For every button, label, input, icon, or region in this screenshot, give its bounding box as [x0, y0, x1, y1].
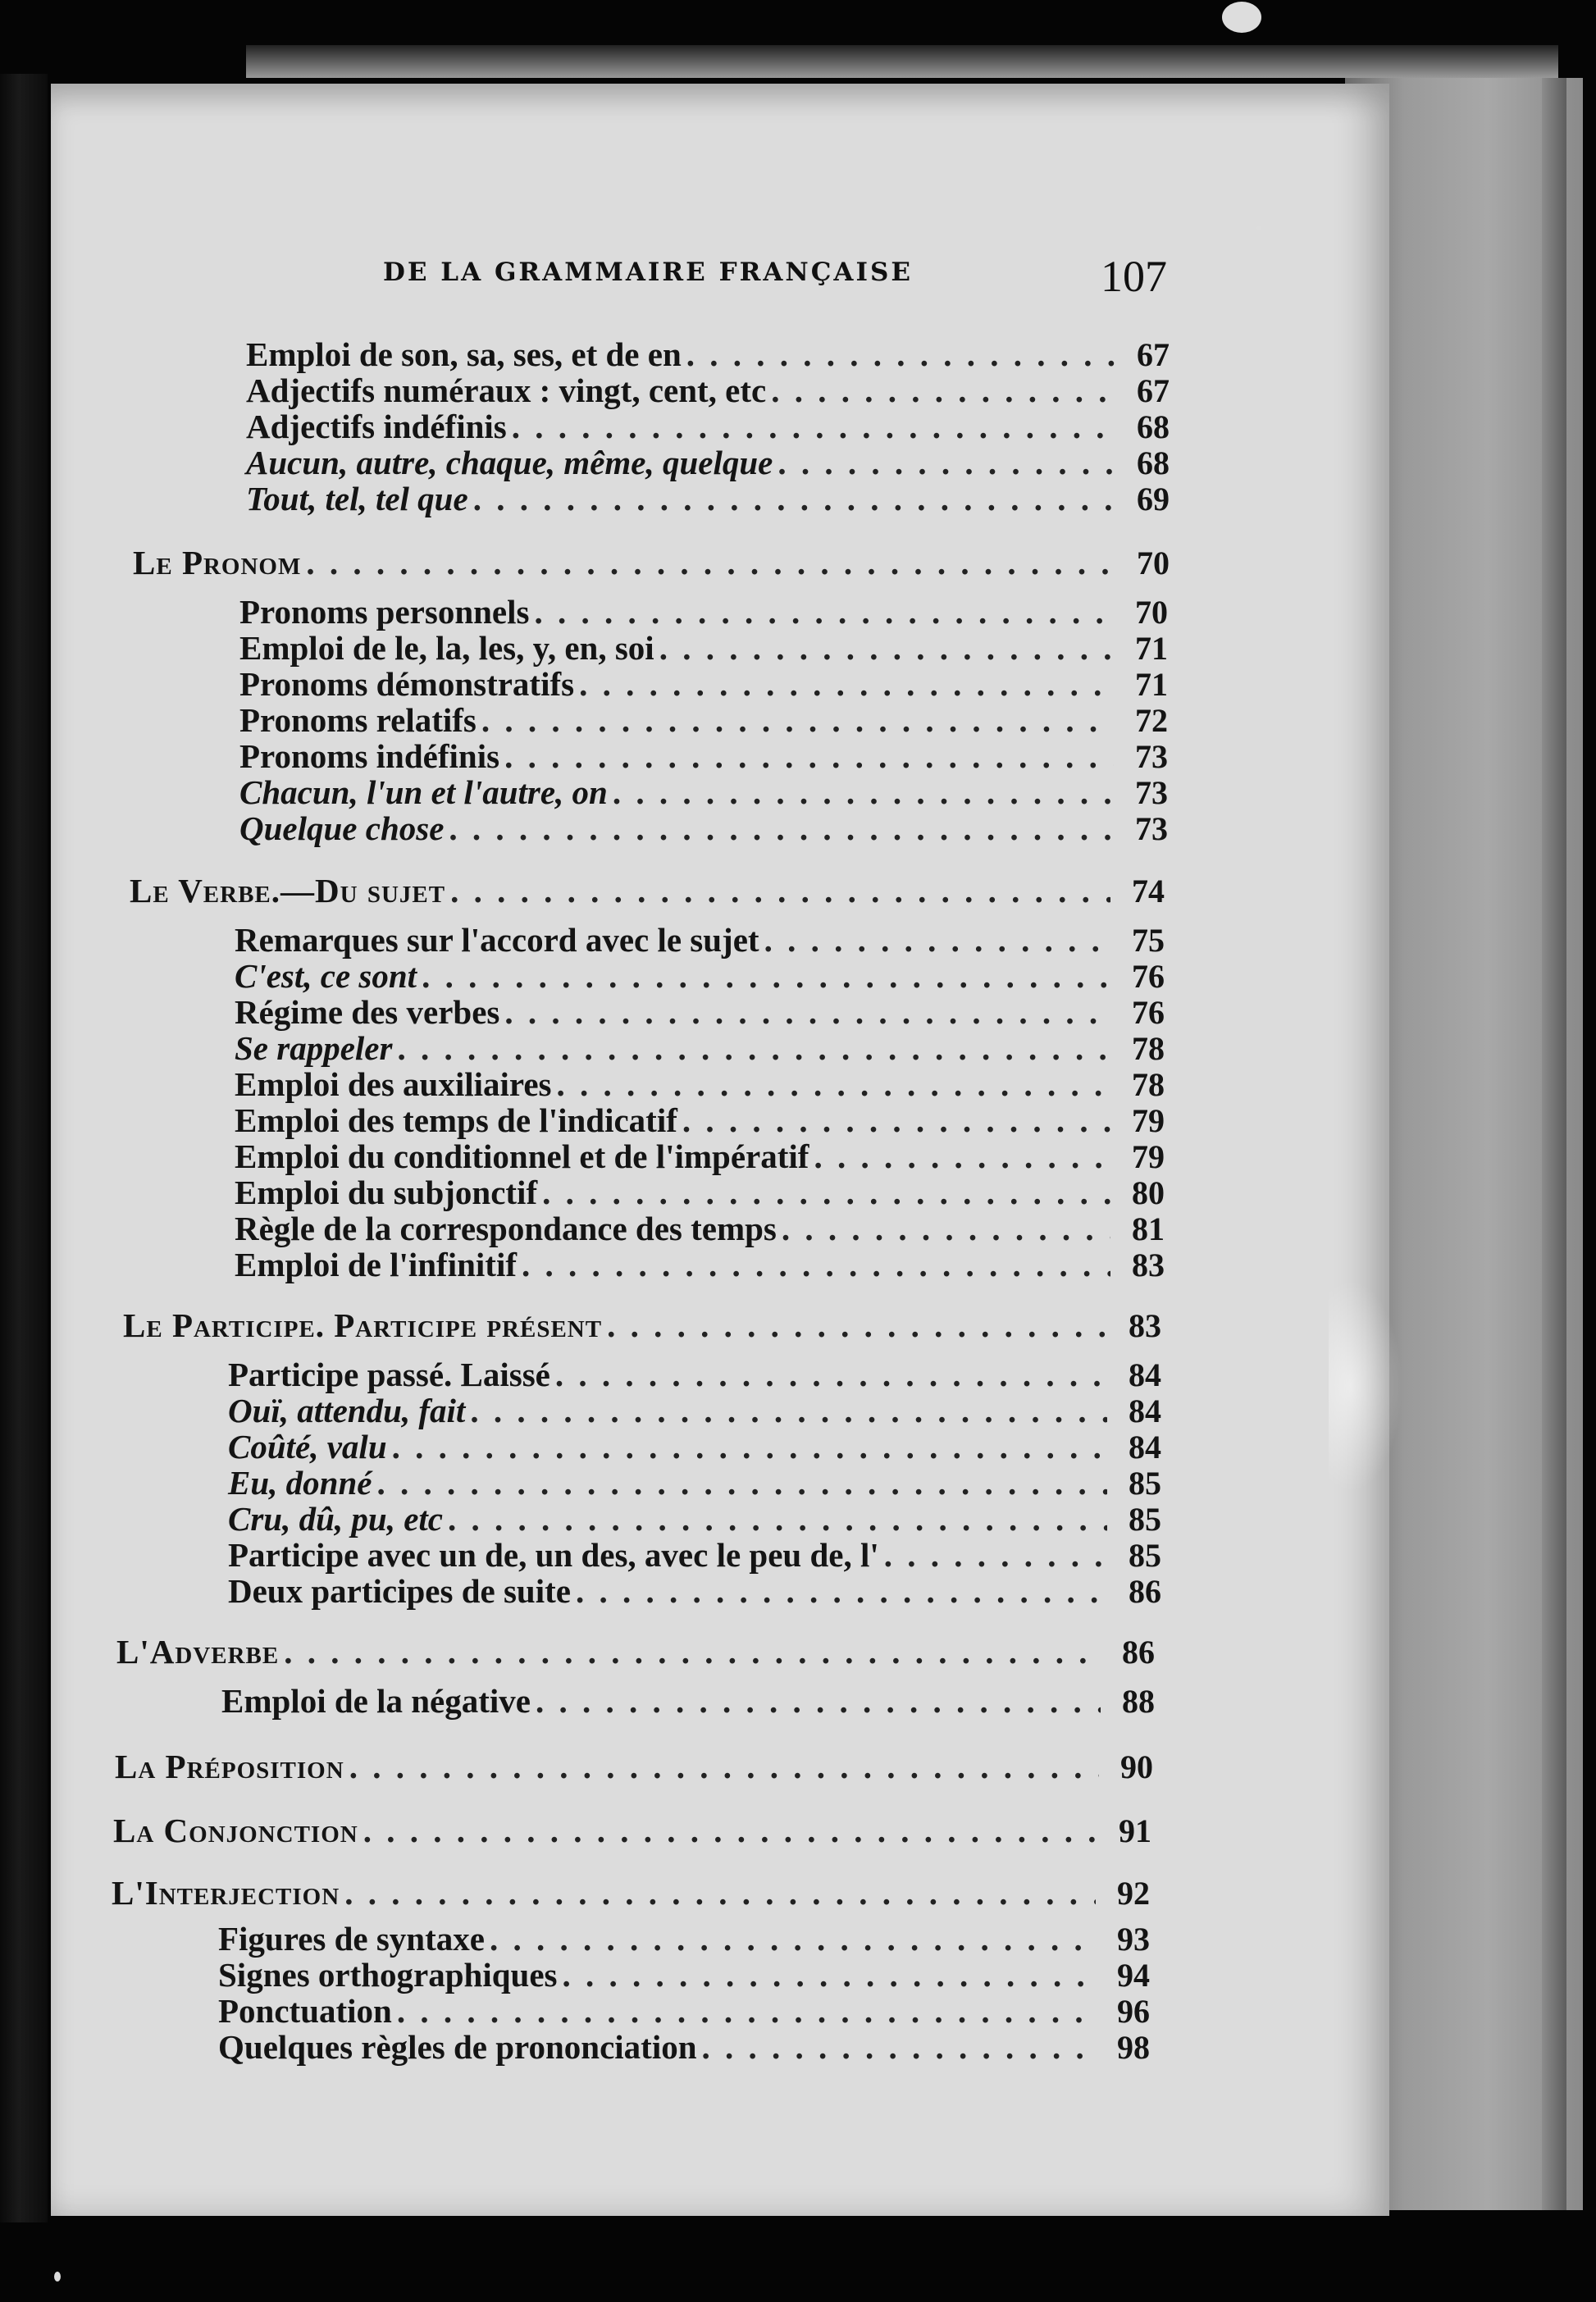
toc-entry	[239, 700, 1168, 740]
toc-entry-page: 68	[1137, 444, 1170, 481]
dot-leader	[397, 1991, 1096, 2031]
dot-leader	[512, 407, 1115, 446]
toc-entry-title: Ouï, attendu, fait	[228, 1392, 466, 1429]
toc-entry	[235, 992, 1165, 1032]
toc-entry-page: 92	[1117, 1875, 1150, 1912]
toc-entry-title: Quelques règles de prononciation	[218, 2028, 697, 2066]
toc-section-title: Le Verbe.—Du sujet	[130, 872, 446, 909]
toc-entry-title: Adjectifs indéfinis	[246, 408, 507, 445]
dot-leader	[490, 1919, 1096, 1958]
toc-entry	[235, 1028, 1165, 1068]
dot-leader	[481, 700, 1114, 740]
toc-entry-title: Emploi de son, sa, ses, et de en	[246, 335, 682, 373]
toc-entry-page: 67	[1137, 336, 1170, 373]
toc-entry-page: 69	[1137, 481, 1170, 517]
toc-entry-page: 79	[1132, 1102, 1165, 1139]
toc-section-title: La Conjonction	[113, 1812, 358, 1849]
toc-entry-page: 73	[1135, 810, 1168, 847]
dot-leader	[702, 2027, 1096, 2067]
toc-section-title: Le Participe. Participe présent	[123, 1306, 603, 1344]
dot-leader	[563, 1955, 1096, 1994]
dot-leader	[363, 1811, 1097, 1850]
dot-leader	[777, 443, 1115, 482]
toc-entry-page: 76	[1132, 958, 1165, 995]
toc-entry	[239, 592, 1168, 631]
toc-entry	[235, 956, 1165, 996]
dot-leader	[522, 1245, 1110, 1284]
toc-entry-title: Signes orthographiques	[218, 1956, 558, 1994]
toc-entry-title: Régime des verbes	[235, 993, 500, 1031]
toc-entry-title: Figures de syntaxe	[218, 1920, 485, 1958]
toc-entry-page: 78	[1132, 1066, 1165, 1103]
toc-section-title: L'Adverbe	[116, 1633, 280, 1671]
dot-leader	[397, 1028, 1110, 1068]
toc-entry-page: 70	[1135, 594, 1168, 631]
toc-entry-page: 78	[1132, 1030, 1165, 1067]
toc-entry-page: 72	[1135, 702, 1168, 739]
toc-entry-page: 90	[1120, 1748, 1153, 1785]
toc-entry	[235, 920, 1165, 960]
toc-entry	[221, 1681, 1155, 1721]
toc-entry-title: Aucun, autre, chaque, même, quelque	[246, 444, 773, 481]
toc-entry-page: 81	[1132, 1210, 1165, 1247]
toc-entry-title: Cru, dû, pu, etc	[228, 1500, 443, 1538]
toc-entry-page: 85	[1129, 1537, 1161, 1574]
toc-entry	[235, 1209, 1165, 1248]
toc-entry-title: Emploi du conditionnel et de l'impératif	[235, 1137, 809, 1175]
toc-entry-title: Emploi de l'infinitif	[235, 1246, 517, 1283]
toc-entry-page: 83	[1129, 1307, 1161, 1344]
toc-entry	[239, 809, 1168, 848]
toc-entry-title: Pronoms relatifs	[239, 701, 477, 739]
toc-entry-page: 83	[1132, 1247, 1165, 1283]
toc-entry-title: Participe avec un de, un des, avec le peu de, l'	[228, 1536, 879, 1574]
toc-section	[115, 1747, 1153, 1786]
toc-section-title: Le Pronom	[133, 544, 302, 581]
toc-entry-title: Tout, tel, tel que	[246, 480, 468, 517]
toc-entry-page: 96	[1117, 1993, 1150, 2030]
toc-entry	[235, 1064, 1165, 1104]
toc-entry-page: 70	[1137, 545, 1170, 581]
toc-entry-page: 84	[1129, 1356, 1161, 1393]
dot-leader	[504, 992, 1110, 1032]
toc-entry-title: Emploi des temps de l'indicatif	[235, 1101, 677, 1139]
toc-entry-title: Remarques sur l'accord avec le sujet	[235, 921, 759, 959]
dot-leader	[814, 1137, 1110, 1176]
dot-leader	[473, 479, 1115, 518]
dot-leader	[392, 1427, 1107, 1466]
dot-leader	[682, 1101, 1110, 1140]
toc-entry-title: Règle de la correspondance des temps	[235, 1210, 777, 1247]
dot-leader	[536, 1681, 1101, 1721]
dot-leader	[422, 956, 1110, 996]
toc-entry-title: Coûté, valu	[228, 1428, 387, 1466]
dot-leader	[450, 871, 1110, 910]
toc-entry-title: Emploi des auxiliaires	[235, 1065, 552, 1103]
toc-entry	[228, 1463, 1161, 1502]
toc-entry	[228, 1499, 1161, 1538]
toc-entry-title: Pronoms démonstratifs	[239, 665, 575, 703]
toc-entry-title: Participe passé. Laissé	[228, 1356, 550, 1393]
toc-section-title: La Préposition	[115, 1748, 344, 1785]
toc-section	[123, 1306, 1161, 1345]
toc-entry	[246, 479, 1170, 518]
toc-entry-title: Emploi du subjonctif	[235, 1174, 538, 1211]
page-number: 107	[1101, 252, 1167, 301]
toc-entry	[228, 1355, 1161, 1394]
toc-entry-page: 75	[1132, 922, 1165, 959]
toc-entry-page: 88	[1122, 1683, 1155, 1720]
toc-entry	[228, 1427, 1161, 1466]
toc-entry-title: Emploi de le, la, les, y, en, soi	[239, 629, 654, 667]
toc-entry-page: 68	[1137, 408, 1170, 445]
toc-entry-page: 98	[1117, 2029, 1150, 2066]
toc-entry-page: 74	[1132, 873, 1165, 909]
toc-entry	[228, 1571, 1161, 1611]
toc-entry	[246, 443, 1170, 482]
toc-section	[130, 871, 1165, 910]
dot-leader	[613, 773, 1114, 812]
dot-leader	[686, 335, 1115, 374]
toc-entry	[228, 1535, 1161, 1575]
dot-leader	[782, 1209, 1110, 1248]
toc-entry-title: C'est, ce sont	[235, 957, 417, 995]
dot-leader	[306, 543, 1115, 582]
toc-entry	[246, 335, 1170, 374]
scan-speck	[1256, 226, 1261, 230]
dot-leader	[470, 1391, 1107, 1430]
toc-section	[133, 543, 1170, 582]
toc-entry-page: 93	[1117, 1921, 1150, 1958]
toc-entry	[246, 407, 1170, 446]
toc-entry-page: 86	[1129, 1573, 1161, 1610]
toc-section	[116, 1632, 1155, 1671]
toc-entry	[235, 1245, 1165, 1284]
scan-speck	[54, 2272, 61, 2281]
toc-entry-page: 94	[1117, 1957, 1150, 1994]
toc-entry	[235, 1101, 1165, 1140]
toc-entry-page: 86	[1122, 1634, 1155, 1671]
dot-leader	[659, 628, 1114, 668]
toc-section-title: L'Interjection	[112, 1874, 340, 1912]
toc-entry	[235, 1173, 1165, 1212]
dot-leader	[576, 1571, 1107, 1611]
dot-leader	[448, 1499, 1107, 1538]
dot-leader	[449, 809, 1114, 848]
dot-leader	[764, 920, 1110, 960]
dot-leader	[344, 1873, 1096, 1912]
dot-leader	[555, 1355, 1107, 1394]
toc-section	[112, 1873, 1150, 1912]
toc-entry-title: Emploi de la négative	[221, 1682, 531, 1720]
toc-entry-page: 91	[1119, 1812, 1151, 1849]
toc-entry-title: Adjectifs numéraux : vingt, cent, etc	[246, 372, 767, 409]
toc-entry	[228, 1391, 1161, 1430]
toc-entry-title: Eu, donné	[228, 1464, 372, 1502]
toc-entry	[218, 1955, 1150, 1994]
toc-entry-page: 67	[1137, 372, 1170, 409]
dot-leader	[284, 1632, 1101, 1671]
toc-entry	[235, 1137, 1165, 1176]
toc-entry	[239, 773, 1168, 812]
dot-leader	[557, 1064, 1110, 1104]
toc-entry-page: 80	[1132, 1174, 1165, 1211]
toc-section	[113, 1811, 1151, 1850]
toc-entry-title: Pronoms indéfinis	[239, 737, 500, 775]
toc-entry	[246, 371, 1170, 410]
dot-leader	[349, 1747, 1099, 1786]
toc-entry-title: Se rappeler	[235, 1029, 393, 1067]
toc-entry-page: 85	[1129, 1465, 1161, 1502]
toc-entry-page: 84	[1129, 1429, 1161, 1466]
toc-entry-page: 73	[1135, 738, 1168, 775]
toc-entry-page: 76	[1132, 994, 1165, 1031]
dot-leader	[884, 1535, 1107, 1575]
dot-leader	[534, 592, 1114, 631]
toc-entry-page: 84	[1129, 1393, 1161, 1429]
dot-leader	[607, 1306, 1107, 1345]
toc-entry-page: 85	[1129, 1501, 1161, 1538]
dot-leader	[771, 371, 1115, 410]
toc-entry-title: Deux participes de suite	[228, 1572, 571, 1610]
dot-leader	[579, 664, 1114, 704]
toc-entry-page: 73	[1135, 774, 1168, 811]
toc-entry-page: 71	[1135, 666, 1168, 703]
toc-entry-title: Ponctuation	[218, 1992, 392, 2030]
toc-entry-title: Chacun, l'un et l'autre, on	[239, 773, 608, 811]
toc-entry	[218, 1919, 1150, 1958]
toc-entry	[239, 628, 1168, 668]
toc-entry	[239, 664, 1168, 704]
toc-entry-page: 79	[1132, 1138, 1165, 1175]
dot-leader	[504, 736, 1114, 776]
dot-leader	[376, 1463, 1107, 1502]
toc-entry	[239, 736, 1168, 776]
scan-speck	[1222, 2, 1261, 33]
toc-entry-title: Quelque chose	[239, 809, 445, 847]
dot-leader	[542, 1173, 1110, 1212]
toc-entry-title: Pronoms personnels	[239, 593, 530, 631]
toc-entry-page: 71	[1135, 630, 1168, 667]
toc-entry	[218, 1991, 1150, 2031]
running-title: DE LA GRAMMAIRE FRANÇAISE	[383, 258, 914, 287]
toc-entry	[218, 2027, 1150, 2067]
